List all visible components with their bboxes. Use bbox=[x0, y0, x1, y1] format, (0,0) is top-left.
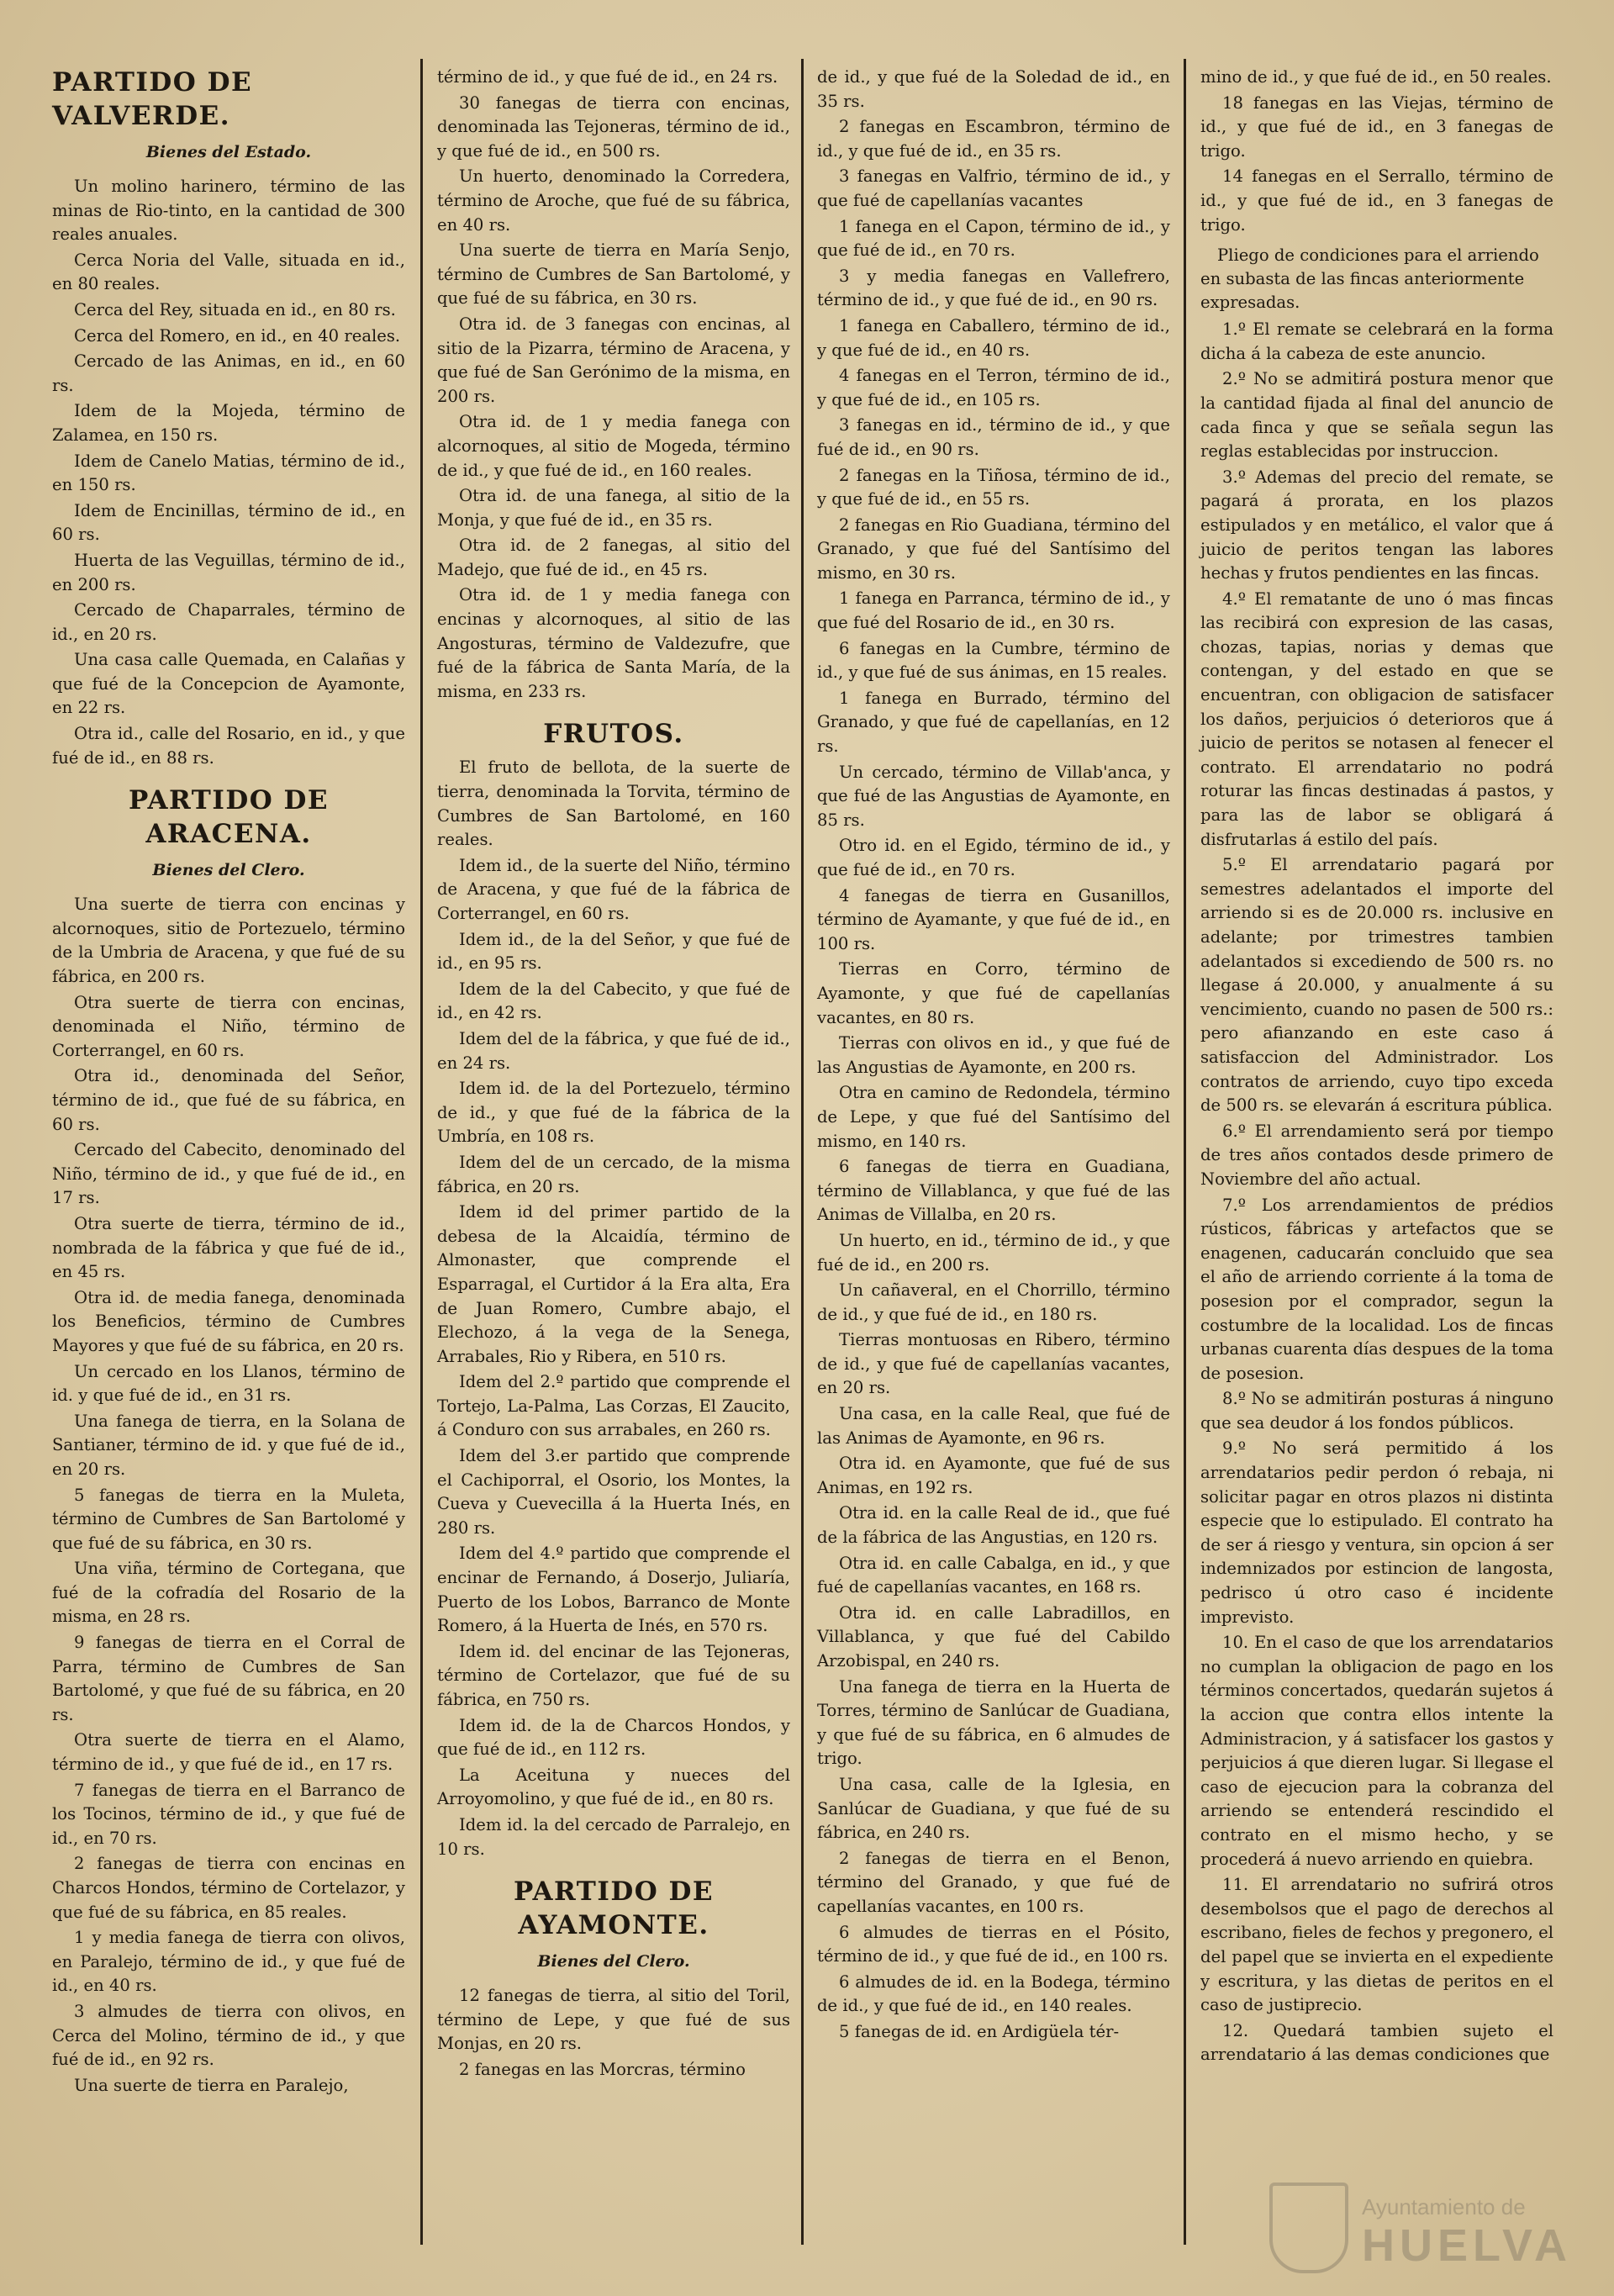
list-item: 1 fanega en Caballero, término de id., y que fué de id., en 40 rs. bbox=[817, 315, 1170, 360]
list-item: Una suerte de tierra en Paralejo, bbox=[74, 2075, 349, 2095]
list-item: 1 fanega en Parranca, término de id., y que fué del Rosario de id., en 30 rs. bbox=[817, 589, 1170, 633]
list-item: 12 fanegas de tierra, al sitio del Toril, término de Lepe, y que fué de sus Monjas, en 20 rs. bbox=[437, 1986, 790, 2054]
list-item: Otra id. en la calle Real de id., que fué de la fábrica de las Angustias, en 120 rs. bbox=[817, 1503, 1170, 1548]
list-aracena bbox=[52, 893, 405, 2098]
list-item: 3 fanegas en Valfrio, término de id., y que fué de capellanías vacantes bbox=[817, 166, 1170, 210]
list-item: Otra id. de 2 fanegas, al sitio del Madejo, que fué de id., en 45 rs. bbox=[437, 536, 790, 579]
list-item: Tierras montuosas en Ribero, término de id., y que fué de capellanías vacantes, en 20 rs. bbox=[817, 1330, 1170, 1398]
list-item: 10. En el caso de que los arrendatarios no cumplan la obligacion de pago en los términos concertados, quedarán sujetos á la accion que contra ellos intente la Administracion, y á satisfacer los gastos y perjuicios á que dieren lugar. Si llegase el caso de ejecucion para la cobranza del arriendo se entenderá rescindido el contrato en el mismo hecho, y se procederá á nuevo arriendo en quiebra. bbox=[1200, 1633, 1553, 1869]
list-item: Tierras en Corro, término de Ayamonte, y que fué de capellanías vacantes, en 80 rs. bbox=[817, 959, 1170, 1027]
list-item: 2 fanegas en la Tiñosa, término de id., y que fué de id., en 55 rs. bbox=[817, 465, 1170, 509]
list-item: 2 fanegas de tierra en el Benon, término del Granado, y que fué de capellanías vacantes, en 100 rs. bbox=[817, 1848, 1170, 1916]
list-item: Otro id. en el Egido, término de id., y que fué de id., en 70 rs. bbox=[817, 836, 1170, 879]
list-item: 2 fanegas de tierra con encinas en Charcos Hondos, término de Cortelazor, y que fué de su fábrica, en 85 reales. bbox=[52, 1854, 405, 1922]
watermark-huelva bbox=[1269, 2183, 1597, 2275]
list-item: Otra id. de una fanega, al sitio de la Monja, y que fué de id., en 35 rs. bbox=[437, 486, 790, 530]
list-item: Una fanega de tierra, en la Solana de Santianer, término de id. y que fué de id., en 20 rs. bbox=[52, 1411, 405, 1479]
list-ayamonte bbox=[437, 1984, 790, 2082]
list-item: Otra suerte de tierra en el Alamo, término de id., y que fué de id., en 17 rs. bbox=[52, 1730, 405, 1775]
list-item: Huerta de las Veguillas, término de id., en 200 rs. bbox=[52, 550, 405, 594]
list-item: El fruto de bellota, de la suerte de tierra, denominada la Torvita, término de Cumbres de San Bartolomé, en 160 reales. bbox=[437, 757, 790, 850]
list-item: 30 fanegas de tierra con encinas, denominada las Tejoneras, término de id., y que fué de id., en 500 rs. bbox=[437, 92, 790, 161]
list-item: 2.º No se admitirá postura menor que la cantidad fijada al final del anuncio de cada finca y que se señala segun las reglas establecidas por instruccion. bbox=[1200, 369, 1553, 462]
list-item: 3 almudes de tierra con olivos, en Cerca del Molino, término de id., y que fué de id., en 92 rs. bbox=[52, 2001, 405, 2070]
list-item: Tierras con olivos en id., y que fué de las Angustias de Ayamonte, en 200 rs. bbox=[817, 1033, 1170, 1077]
list-valverde bbox=[52, 175, 405, 770]
list-item: 4.º El rematante de uno ó mas fincas las recibirá con expresion de las casas, chozas, tapias, norias y demas que contengan, y del estado en que se encuentran, con obligacion de satisfacer los daños, perjuicios ó deterioros que á juicio de peritos se notasen al fenecer el contrato. El arrendatario no podrá roturar las fincas destinadas á pastos, y para las de labor se obligará á disfrutarlas á estilo del país. bbox=[1200, 589, 1553, 849]
column-4 bbox=[1200, 66, 1553, 2069]
list-item: Idem id. la del cercado de Parralejo, en 10 rs. bbox=[437, 1814, 790, 1859]
list-item: Otra suerte de tierra, término de id., nombrada de la fábrica y que fué de id., en 45 rs. bbox=[52, 1213, 405, 1282]
list-item: Idem de la Mojeda, término de Zalamea, en 150 rs. bbox=[52, 401, 405, 445]
column-2 bbox=[437, 66, 790, 2084]
list-item: Otra id., denominada del Señor, término de id., que fué de su fábrica, en 60 rs. bbox=[52, 1066, 405, 1134]
list-item: Cercado del Cabecito, denominado del Niño, término de id., y que fué de id., en 17 rs. bbox=[52, 1140, 405, 1208]
list-item: 6 almudes de tierras en el Pósito, término de id., y que fué de id., en 100 rs. bbox=[817, 1922, 1170, 1966]
list-aracena-continued bbox=[437, 92, 790, 705]
column-rule bbox=[801, 59, 804, 2245]
column-rule bbox=[420, 59, 423, 2245]
list-item: 7 fanegas de tierra en el Barranco de los Tocinos, término de id., y que fué de id., en 70 rs. bbox=[52, 1780, 405, 1848]
list-item: Cerca del Romero, en id., en 40 reales. bbox=[74, 325, 401, 346]
list-ayamonte-end bbox=[1200, 92, 1553, 238]
list-item: 18 fanegas en las Viejas, término de id., y que fué de id., en 3 fanegas de trigo. bbox=[1200, 92, 1553, 161]
list-item: de id., y que fué de la Soledad de id., en 35 rs. bbox=[817, 67, 1170, 111]
list-item: 12. Quedará tambien sujeto el arrendatario á las demas condiciones que bbox=[1200, 2020, 1553, 2065]
list-item: 2 fanegas en Rio Guadiana, término del Granado, y que fué del Santísimo del mismo, en 30 rs. bbox=[817, 515, 1170, 583]
list-item: Idem de Encinillas, término de id., en 60 rs. bbox=[52, 500, 405, 545]
section-title-ayamonte: PARTIDO DE AYAMONTE. bbox=[513, 1876, 715, 1941]
list-item: Cerca Noria del Valle, situada en id., en 80 reales. bbox=[52, 250, 405, 294]
list-item: 6 fanegas en la Cumbre, término de id., y que fué de sus ánimas, en 15 reales. bbox=[817, 638, 1170, 683]
list-item: Otra id. de 3 fanegas con encinas, al sitio de la Pizarra, término de Aracena, y que fué de San Gerónimo de la misma, en 200 rs. bbox=[437, 314, 790, 406]
list-item: Otra id. en calle Labradillos, en Villablanca, y que fué del Cabildo Arzobispal, en 240 rs. bbox=[817, 1602, 1170, 1671]
list-item: 5.º El arrendatario pagará por semestres adelantados el importe del arriendo si es de 20.000 rs. inclusive en adelante; por trimestres tambien adelantados si excediendo de 500 rs. no llegase á 20.000, y anualmente á su vencimiento, cuando no pasen de 500 rs.: pero afianzando en este caso á satisfaccion del Administrador. Los contratos de arriendo, cuyo tipo exceda de 500 rs. se elevarán á escritura pública. bbox=[1200, 855, 1553, 1116]
list-item: Idem id. de la de Charcos Hondos, y que fué de id., en 112 rs. bbox=[437, 1715, 790, 1760]
section-title-frutos: FRUTOS. bbox=[543, 719, 684, 750]
list-item: término de id., y que fué de id., en 24 rs. bbox=[437, 67, 778, 87]
list-item: 3 y media fanegas en Vallefrero, término de id., y que fué de id., en 90 rs. bbox=[817, 266, 1170, 310]
list-ayamonte-continued bbox=[817, 115, 1170, 2044]
list-item: Un molino harinero, término de las minas de Rio-tinto, en la cantidad de 300 reales anuales. bbox=[52, 177, 405, 245]
list-item: Otra suerte de tierra con encinas, denominada el Niño, término de Corterrangel, en 60 rs. bbox=[52, 992, 405, 1060]
list-item: Idem del 2.º partido que comprende el Tortejo, La-Palma, Las Corzas, El Zaucito, á Conduro con sus arrabales, en 260 rs. bbox=[437, 1372, 790, 1440]
list-item: Idem id. de la del Portezuelo, término de id., y que fué de la fábrica de la Umbría, en 108 rs. bbox=[437, 1079, 790, 1147]
list-item: Idem id. del encinar de las Tejoneras, término de Cortelazor, que fué de su fábrica, en 750 rs. bbox=[437, 1641, 790, 1709]
list-item: Un huerto, denominado la Corredera, término de Aroche, que fué de su fábrica, en 40 rs. bbox=[437, 166, 790, 235]
list-item: 1.º El remate se celebrará en la forma dicha á la cabeza de este anuncio. bbox=[1200, 319, 1553, 363]
list-item: Otra en camino de Redondela, término de Lepe, y que fué del Santísimo del mismo, en 140 rs. bbox=[817, 1083, 1170, 1151]
list-item: Idem de Canelo Matias, término de id., en 150 rs. bbox=[52, 451, 405, 495]
list-item: 9.º No será permitido á los arrendatarios pedir perdon ó rebaja, ni solicitar pagar en otros plazos ni distinta especie que lo estipulado. El contrato ha de ser á riesgo y ventura, sin opcion á ser indemnizados por estincion de langosta, pedrisco ú otro caso é incidente imprevisto. bbox=[1200, 1438, 1553, 1627]
list-item: Cercado de las Animas, en id., en 60 rs. bbox=[52, 351, 405, 395]
column-3 bbox=[817, 66, 1170, 2046]
list-item: Un cañaveral, en el Chorrillo, término de id., y que fué de id., en 180 rs. bbox=[817, 1280, 1170, 1324]
list-item: Cercado de Chaparrales, término de id., en 20 rs. bbox=[52, 600, 405, 644]
list-item: 14 fanegas en el Serrallo, término de id., y que fué de id., en 3 fanegas de trigo. bbox=[1200, 166, 1553, 235]
list-item: Idem del de un cercado, de la misma fábrica, en 20 rs. bbox=[437, 1152, 790, 1196]
list-item: Idem de la del Cabecito, y que fué de id., en 42 rs. bbox=[437, 979, 790, 1023]
list-item: Una casa calle Quemada, en Calañas y que fué de la Concepcion de Ayamonte, en 22 rs. bbox=[52, 650, 405, 718]
list-item: Idem del 4.º partido que comprende el encinar de Fernando, á Doserjo, Juliaría, Puerto de los Lobos, Barranco de Monte Romero, á la Huerta de Inés, en 570 rs. bbox=[437, 1544, 790, 1636]
list-item: 7.º Los arrendamientos de prédios rústicos, fábricas y artefactos que se enagenen, caducarán concluido que sea el año de arriendo corriente á la toma de posesion por el comprador, segun la costumbre de la localidad. Los de fincas urbanas cuarenta días despues de la toma de posesion. bbox=[1200, 1195, 1553, 1383]
list-item: Otra id., calle del Rosario, en id., y que fué de id., en 88 rs. bbox=[52, 724, 405, 768]
list-item: Una suerte de tierra en María Senjo, término de Cumbres de San Bartolomé, y que fué de su fábrica, en 30 rs. bbox=[437, 240, 790, 309]
list-item: Idem id del primer partido de la debesa de la Alcaidía, término de Almonaster, que comprende el Esparragal, el Curtidor á la Era alta, Era de Juan Romero, Cumbre abajo, el Elechozo, á la vega de la Senega, Arrabales, Rio y Ribera, en 510 rs. bbox=[437, 1202, 790, 1366]
column-rule bbox=[1184, 59, 1186, 2245]
subtitle-bienes-clero: Bienes del Clero. bbox=[537, 1952, 690, 1971]
watermark-line2: HUELVA bbox=[1362, 2220, 1572, 2271]
list-item: 3.º Ademas del precio del remate, se pagará á prorata, en los plazos estipulados y en metálico, el valor que á juicio de peritos tengan las labores hechas y frutos pendientes en las fincas. bbox=[1200, 467, 1553, 583]
watermark-line1: Ayuntamiento de bbox=[1362, 2194, 1526, 2219]
list-item: Otra id. en Ayamonte, que fué de sus Animas, en 192 rs. bbox=[817, 1454, 1170, 1497]
list-item: 6 fanegas de tierra en Guadiana, término de Villablanca, y que fué de las Animas de Villalba, en 20 rs. bbox=[817, 1157, 1170, 1225]
list-item: Otra id. de media fanega, denominada los Beneficios, término de Cumbres Mayores y que fué de su fábrica, en 20 rs. bbox=[52, 1287, 405, 1355]
list-item: 2 fanegas en las Morcras, término bbox=[459, 2059, 746, 2079]
list-item: La Aceituna y nueces del Arroyomolino, y que fué de id., en 80 rs. bbox=[437, 1765, 790, 1809]
section-title-aracena: PARTIDO DE ARACENA. bbox=[128, 785, 330, 850]
list-item: Otra id. en calle Cabalga, en id., y que fué de capellanías vacantes, en 168 rs. bbox=[817, 1553, 1170, 1597]
list-item: 6.º El arrendamiento será por tiempo de tres años contados desde primero de Noviembre del año actual. bbox=[1200, 1121, 1553, 1189]
list-item: Un cercado, término de Villab'anca, y que fué de las Angustias de Ayamonte, en 85 rs. bbox=[817, 762, 1170, 830]
section-title-valverde: PARTIDO DE VALVERDE. bbox=[52, 67, 253, 131]
list-item: Otra id. de 1 y media fanega con encinas y alcornoques, al sitio de las Angosturas, término de Valdezufre, que fué de la fábrica de Santa María, de la misma, en 233 rs. bbox=[437, 585, 790, 701]
list-item: Un cercado en los Llanos, término de id. y que fué de id., en 31 rs. bbox=[52, 1361, 405, 1406]
list-item: Idem id., de la del Señor, y que fué de id., en 95 rs. bbox=[437, 929, 790, 974]
list-item: 9 fanegas de tierra en el Corral de Parra, término de Cumbres de San Bartolomé, y que fué de su fábrica, en 20 rs. bbox=[52, 1633, 405, 1724]
column-1 bbox=[52, 66, 405, 2099]
subtitle-bienes-clero: Bienes del Clero. bbox=[152, 861, 305, 880]
list-item: 5 fanegas de tierra en la Muleta, término de Cumbres de San Bartolomé y que fué de su fábrica, en 30 rs. bbox=[52, 1485, 405, 1553]
list-item: 1 fanega en Burrado, término del Granado, y que fué de capellanías, en 12 rs. bbox=[817, 688, 1170, 757]
subtitle-bienes-estado: Bienes del Estado. bbox=[145, 143, 312, 161]
list-frutos bbox=[437, 756, 790, 1861]
pliego-condiciones-title: Pliego de condiciones para el arriendo en subasta de las fincas anteriormente expresadas. bbox=[1200, 245, 1539, 313]
list-item: Idem del de la fábrica, y que fué de id., en 24 rs. bbox=[437, 1028, 790, 1073]
list-item: 11. El arrendatario no sufrirá otros desembolsos que el pago de derechos al escribano, fieles de fechos y pregonero, el del papel que se invierta en el expediente y escritura, y las dietas de peritos en el caso de justiprecio. bbox=[1200, 1875, 1553, 2015]
list-item: Una casa, calle de la Iglesia, en Sanlúcar de Guadiana, y que fué de su fábrica, en 240 rs. bbox=[817, 1774, 1170, 1843]
list-item: 1 fanega en el Capon, término de id., y que fué de id., en 70 rs. bbox=[817, 216, 1170, 261]
list-item: 6 almudes de id. en la Bodega, término de id., y que fué de id., en 140 reales. bbox=[817, 1971, 1170, 2016]
list-item: 4 fanegas en el Terron, término de id., y que fué de id., en 105 rs. bbox=[817, 366, 1170, 409]
list-item: Idem id., de la suerte del Niño, término de Aracena, y que fué de la fábrica de Corterrangel, en 60 rs. bbox=[437, 855, 790, 923]
list-conditions bbox=[1200, 318, 1553, 2067]
list-item: Una viña, término de Cortegana, que fué de la cofradía del Rosario de la misma, en 28 rs. bbox=[52, 1559, 405, 1627]
list-item: Cerca del Rey, situada en id., en 80 rs. bbox=[74, 299, 396, 319]
list-item: Otra id. de 1 y media fanega con alcornoques, al sitio de Mogeda, término de id., y que fué de id., en 160 reales. bbox=[437, 412, 790, 480]
list-item: 8.º No se admitirán posturas á ninguno que sea deudor á los fondos públicos. bbox=[1200, 1389, 1553, 1433]
list-item: 5 fanegas de id. en Ardigüela tér- bbox=[839, 2021, 1120, 2041]
list-item: 3 fanegas en id., término de id., y que fué de id., en 90 rs. bbox=[817, 415, 1170, 459]
list-item: mino de id., y que fué de id., en 50 reales. bbox=[1200, 67, 1552, 87]
list-item: 4 fanegas de tierra en Gusanillos, término de Ayamante, y que fué de id., en 100 rs. bbox=[817, 885, 1170, 953]
list-item: Una suerte de tierra con encinas y alcornoques, sitio de Portezuelo, término de la Umbria de Aracena, y que fué de su fábrica, en 200 rs. bbox=[52, 895, 405, 987]
list-item: Un huerto, en id., término de id., y que fué de id., en 200 rs. bbox=[817, 1230, 1170, 1275]
list-item: Una casa, en la calle Real, que fué de las Animas de Ayamonte, en 96 rs. bbox=[817, 1404, 1170, 1448]
list-item: 2 fanegas en Escambron, término de id., y que fué de id., en 35 rs. bbox=[817, 117, 1170, 161]
list-item: 1 y media fanega de tierra con olivos, en Paralejo, término de id., y que fué de id., en 40 rs. bbox=[52, 1928, 405, 1996]
list-item: Una fanega de tierra en la Huerta de Torres, término de Sanlúcar de Guadiana, y que fué de su fábrica, en 6 almudes de trigo. bbox=[817, 1676, 1170, 1769]
coat-of-arms-icon bbox=[1269, 2183, 1348, 2273]
list-item: Idem del 3.er partido que comprende el Cachiporral, el Osorio, los Montes, la Cueva y Cuevecilla á la Huerta Inés, en 280 rs. bbox=[437, 1446, 790, 1538]
